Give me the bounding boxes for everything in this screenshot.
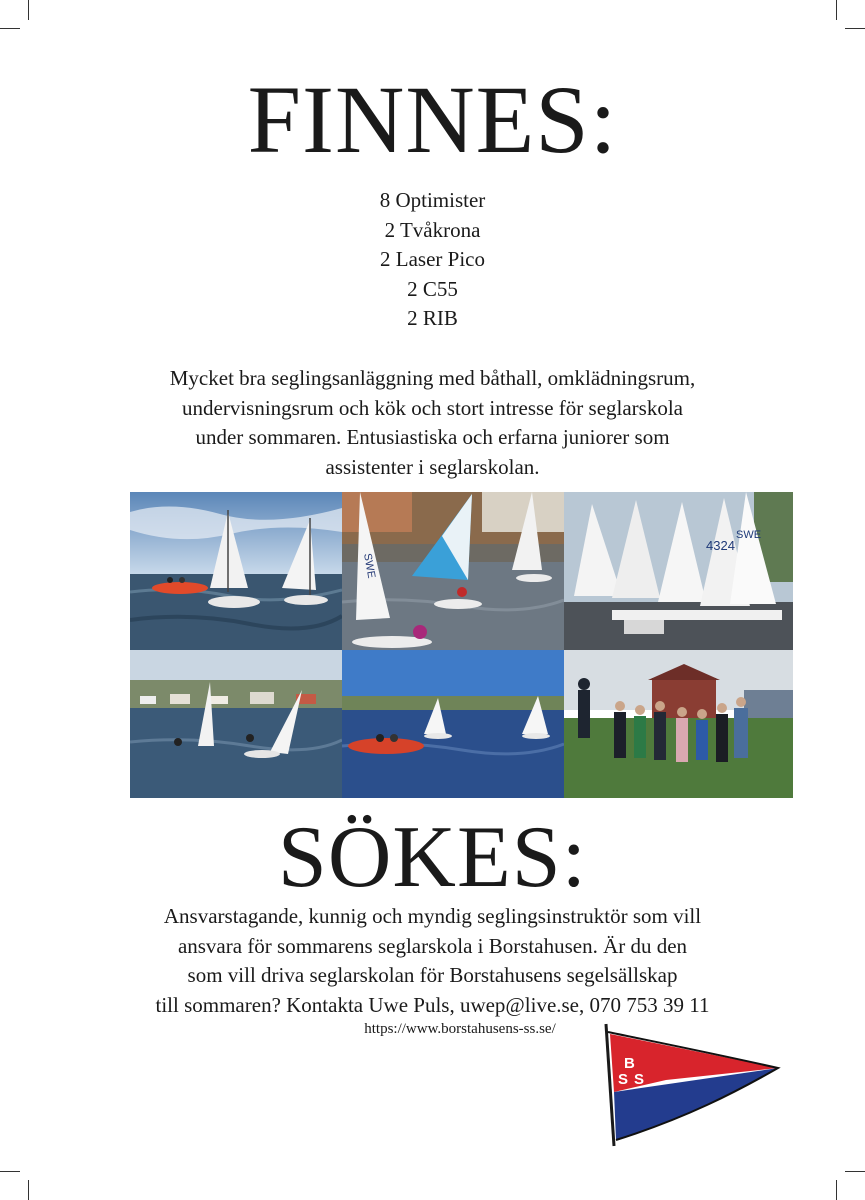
photo-sailing-by-shore xyxy=(130,650,342,798)
crop-mark xyxy=(0,1171,20,1172)
text-line: som vill driva seglarskolan för Borstahusens segelsällskap xyxy=(187,963,678,987)
list-item: 8 Optimister xyxy=(379,188,486,212)
crop-mark xyxy=(836,1180,837,1200)
sail-number: SWE xyxy=(736,529,762,541)
facilities-description xyxy=(130,364,735,482)
photo-optimists-moored xyxy=(564,492,793,650)
list-item: 2 Tvåkrona xyxy=(384,217,481,242)
photo-optimists-harbour xyxy=(342,492,564,650)
crop-mark xyxy=(28,0,29,20)
photo-collage xyxy=(130,492,793,798)
text-line: ansvara för sommarens seglarskola i Borstahusen. Är du den xyxy=(177,933,688,958)
crop-mark xyxy=(845,28,865,29)
text-line: Mycket bra seglingsanläggning med båthall, omklädningsrum, xyxy=(169,366,696,390)
text-line: undervisningsrum och kök och stort intresse för seglarskola xyxy=(182,395,683,420)
sokes-heading: SÖKES: xyxy=(277,809,588,906)
text-line: under sommaren. Entusiastiska och erfarna juniorer som xyxy=(195,425,670,449)
photo-optimists-with-rib xyxy=(130,492,342,650)
list-item: 2 C55 xyxy=(407,276,458,301)
text-line: Ansvarstagande, kunnig och myndig seglingsinstruktör som vill xyxy=(163,904,702,928)
crop-mark xyxy=(0,28,20,29)
flag-letter: B xyxy=(624,1055,635,1072)
crop-mark xyxy=(845,1171,865,1172)
wanted-description xyxy=(120,902,745,1020)
flag-letter: S xyxy=(618,1071,629,1088)
sail-number: 4324 xyxy=(706,538,735,553)
list-item: 2 RIB xyxy=(407,306,458,330)
club-burgee-logo xyxy=(596,1022,782,1148)
flag-letter: S xyxy=(634,1071,645,1088)
crop-mark xyxy=(836,0,837,20)
sail-number: SWE xyxy=(361,552,378,580)
website-link[interactable]: https://www.borstahusens-ss.se/ xyxy=(364,1021,556,1037)
text-line: till sommaren? Kontakta Uwe Puls, uwep@live.se, 070 753 39 11 xyxy=(155,992,710,1017)
finnes-heading: FINNES: xyxy=(247,66,618,173)
crop-mark xyxy=(28,1180,29,1200)
boat-inventory-list xyxy=(0,186,865,334)
photo-rib-and-sails xyxy=(342,650,564,798)
list-item: 2 Laser Pico xyxy=(380,247,485,271)
photo-junior-group xyxy=(564,650,793,798)
text-line: assistenter i seglarskolan. xyxy=(325,454,540,479)
